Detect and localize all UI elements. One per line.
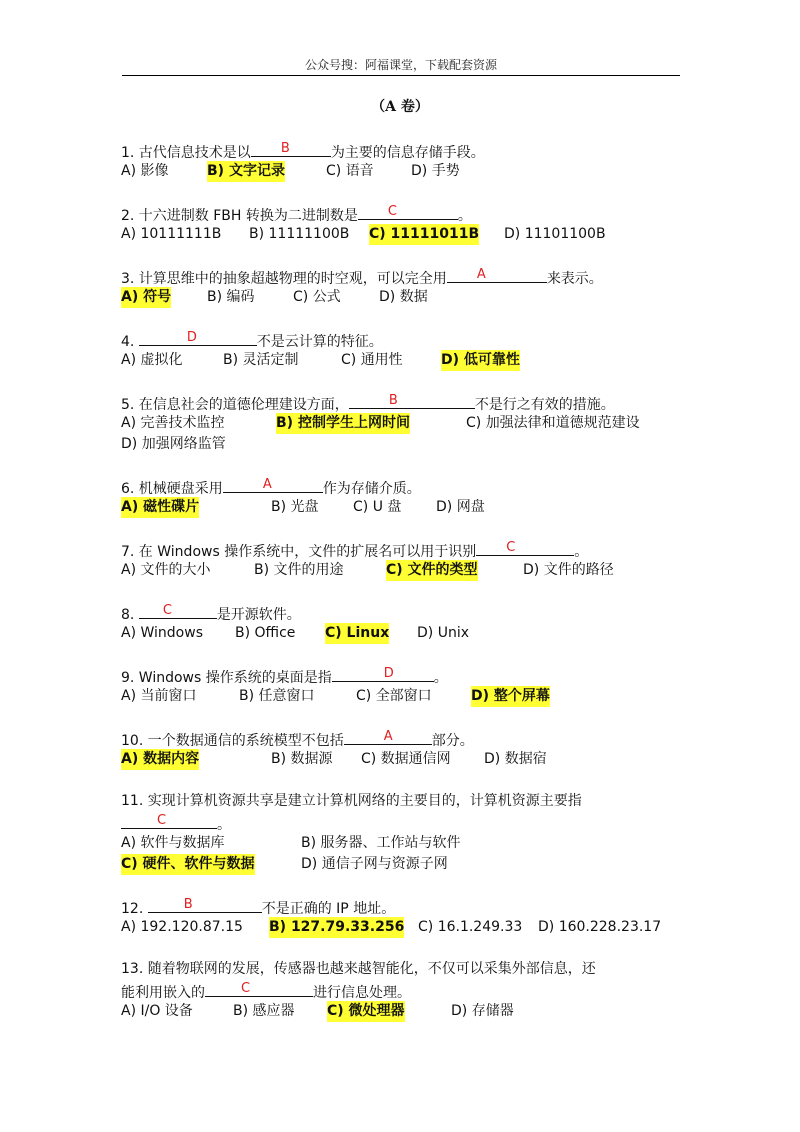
- answer-letter: A: [383, 729, 393, 744]
- answer-blank: [447, 266, 547, 283]
- option-d: D) 文件的路径: [523, 562, 614, 578]
- option-c: C) U 盘: [353, 499, 402, 515]
- option-c: C) 11111011B: [369, 224, 479, 245]
- option-b: B) 127.79.33.256: [269, 917, 404, 938]
- option-a: A) 完善技术监控: [121, 415, 225, 431]
- question-stem: 10. 一个数据通信的系统模型不包括: [121, 733, 344, 749]
- question-1: [121, 140, 691, 182]
- option-c: C) 硬件、软件与数据: [121, 854, 255, 875]
- answer-blank: [358, 203, 458, 220]
- answer-letter: B: [280, 141, 290, 156]
- question-stem-cont: 能利用嵌入的: [121, 985, 205, 1001]
- option-a: A) 影像: [121, 163, 169, 179]
- option-b: B) Office: [235, 625, 296, 641]
- option-b: B) 数据源: [271, 751, 333, 767]
- question-stem-end: 进行信息处理。: [313, 985, 411, 1001]
- question-stem: 5. 在信息社会的道德伦理建设方面，: [121, 397, 349, 413]
- question-9: [121, 665, 691, 707]
- option-b: B) 光盘: [271, 499, 319, 515]
- option-b: B) 文件的用途: [254, 562, 344, 578]
- answer-letter: A: [262, 477, 272, 492]
- question-stem: 2. 十六进制数 FBH 转换为二进制数是: [121, 208, 358, 224]
- option-d: D) 整个屏幕: [471, 686, 550, 707]
- question-stem-end: 。: [457, 208, 472, 224]
- question-stem-end: 。: [217, 817, 231, 833]
- answer-letter: B: [388, 393, 398, 408]
- paper-title: （A 卷）: [371, 99, 429, 115]
- question-stem: 1. 古代信息技术是以: [121, 145, 251, 161]
- question-stem-end: 是开源软件。: [216, 607, 301, 623]
- option-d: D) 存储器: [451, 1003, 514, 1019]
- option-b: B) 文字记录: [207, 161, 285, 182]
- answer-blank: [349, 392, 475, 409]
- option-b: B) 灵活定制: [223, 352, 299, 368]
- answer-blank: [139, 329, 257, 346]
- option-d: D) 11101100B: [504, 226, 606, 242]
- option-d: D) 低可靠性: [441, 350, 520, 371]
- question-4: [121, 329, 691, 371]
- answer-blank: [148, 896, 262, 913]
- question-3: [121, 266, 691, 308]
- option-c: C) 微处理器: [327, 1001, 405, 1022]
- question-stem-end: 为主要的信息存储手段。: [330, 145, 485, 161]
- answer-blank: [476, 539, 574, 556]
- option-d: D) 数据: [379, 289, 428, 305]
- option-c: C) 公式: [293, 289, 341, 305]
- question-11: [121, 791, 691, 875]
- option-a: A) 192.120.87.15: [121, 919, 243, 935]
- answer-letter: C: [387, 204, 397, 219]
- answer-letter: A: [476, 267, 486, 282]
- question-stem: 11. 实现计算机资源共享是建立计算机网络的主要目的，计算机资源主要指: [121, 793, 582, 809]
- question-stem-end: 不是正确的 IP 地址。: [261, 901, 396, 917]
- answer-blank: [205, 980, 313, 997]
- answer-letter: D: [186, 330, 197, 345]
- question-8: [121, 602, 691, 644]
- question-stem-end: 不是云计算的特征。: [256, 334, 383, 350]
- header-rule: [122, 75, 680, 76]
- question-12: [121, 896, 691, 938]
- option-a: A) I/O 设备: [121, 1003, 193, 1019]
- option-a: A) 10111111B: [121, 226, 222, 242]
- option-b: B) 编码: [207, 289, 255, 305]
- option-c: C) 文件的类型: [386, 560, 478, 581]
- option-a: A) 软件与数据库: [121, 835, 225, 851]
- option-a: A) 文件的大小: [121, 562, 211, 578]
- question-stem-end: 。: [574, 544, 589, 560]
- answer-letter: D: [383, 666, 394, 681]
- option-a: A) 数据内容: [121, 749, 199, 770]
- option-d: D) Unix: [417, 625, 469, 641]
- question-stem: 3. 计算思维中的抽象超越物理的时空观，可以完全用: [121, 271, 447, 287]
- answer-letter: C: [157, 813, 167, 828]
- question-stem: 9. Windows 操作系统的桌面是指: [121, 670, 332, 686]
- answer-blank: [139, 602, 217, 619]
- option-c: C) 16.1.249.33: [418, 919, 523, 935]
- answer-blank: [121, 812, 217, 829]
- option-b: B) 感应器: [233, 1003, 295, 1019]
- option-c: C) Linux: [325, 623, 389, 644]
- answer-letter: C: [162, 603, 172, 618]
- option-c: C) 语音: [326, 163, 374, 179]
- option-d: D) 数据宿: [484, 751, 547, 767]
- option-d: D) 加强网络监管: [121, 436, 226, 452]
- option-c: C) 加强法律和道德规范建设: [466, 415, 640, 431]
- question-stem: 7. 在 Windows 操作系统中，文件的扩展名可以用于识别: [121, 544, 477, 560]
- question-13: [121, 959, 691, 1022]
- answer-blank: [332, 665, 434, 682]
- question-2: [121, 203, 691, 245]
- question-stem: 4.: [121, 334, 139, 350]
- question-10: [121, 728, 691, 770]
- answer-blank: [223, 476, 323, 493]
- answer-letter: C: [506, 540, 516, 555]
- question-5: [121, 392, 691, 455]
- answer-letter: C: [241, 981, 251, 996]
- option-d: D) 160.228.23.17: [538, 919, 662, 935]
- question-stem-end: 不是行之有效的措施。: [474, 397, 615, 413]
- option-d: D) 手势: [411, 163, 460, 179]
- option-b: B) 服务器、工作站与软件: [301, 835, 461, 851]
- option-c: C) 通用性: [341, 352, 403, 368]
- option-b: B) 任意窗口: [239, 688, 315, 704]
- option-a: A) 当前窗口: [121, 688, 197, 704]
- question-7: [121, 539, 691, 581]
- option-a: A) 磁性碟片: [121, 497, 199, 518]
- answer-blank: [251, 140, 331, 157]
- question-stem-end: 。: [433, 670, 448, 686]
- option-d: D) 通信子网与资源子网: [301, 856, 448, 872]
- question-stem: 8.: [121, 607, 139, 623]
- option-c: C) 全部窗口: [356, 688, 432, 704]
- page-header: 公众号搜：阿福课堂，下载配套资源: [304, 58, 497, 72]
- question-stem: 12.: [121, 901, 148, 917]
- question-stem: 6. 机械硬盘采用: [121, 481, 223, 497]
- answer-blank: [344, 728, 432, 745]
- option-b: B) 控制学生上网时间: [276, 413, 410, 434]
- question-stem-end: 部分。: [431, 733, 474, 749]
- question-stem-end: 来表示。: [546, 271, 603, 287]
- option-d: D) 网盘: [436, 499, 485, 515]
- question-6: [121, 476, 691, 518]
- option-a: A) 虚拟化: [121, 352, 183, 368]
- option-b: B) 11111100B: [249, 226, 350, 242]
- question-stem-end: 作为存储介质。: [322, 481, 421, 497]
- answer-letter: B: [183, 897, 193, 912]
- option-a: A) 符号: [121, 287, 171, 308]
- question-stem: 13. 随着物联网的发展，传感器也越来越智能化，不仅可以采集外部信息，还: [121, 961, 596, 977]
- option-c: C) 数据通信网: [361, 751, 451, 767]
- option-a: A) Windows: [121, 625, 203, 641]
